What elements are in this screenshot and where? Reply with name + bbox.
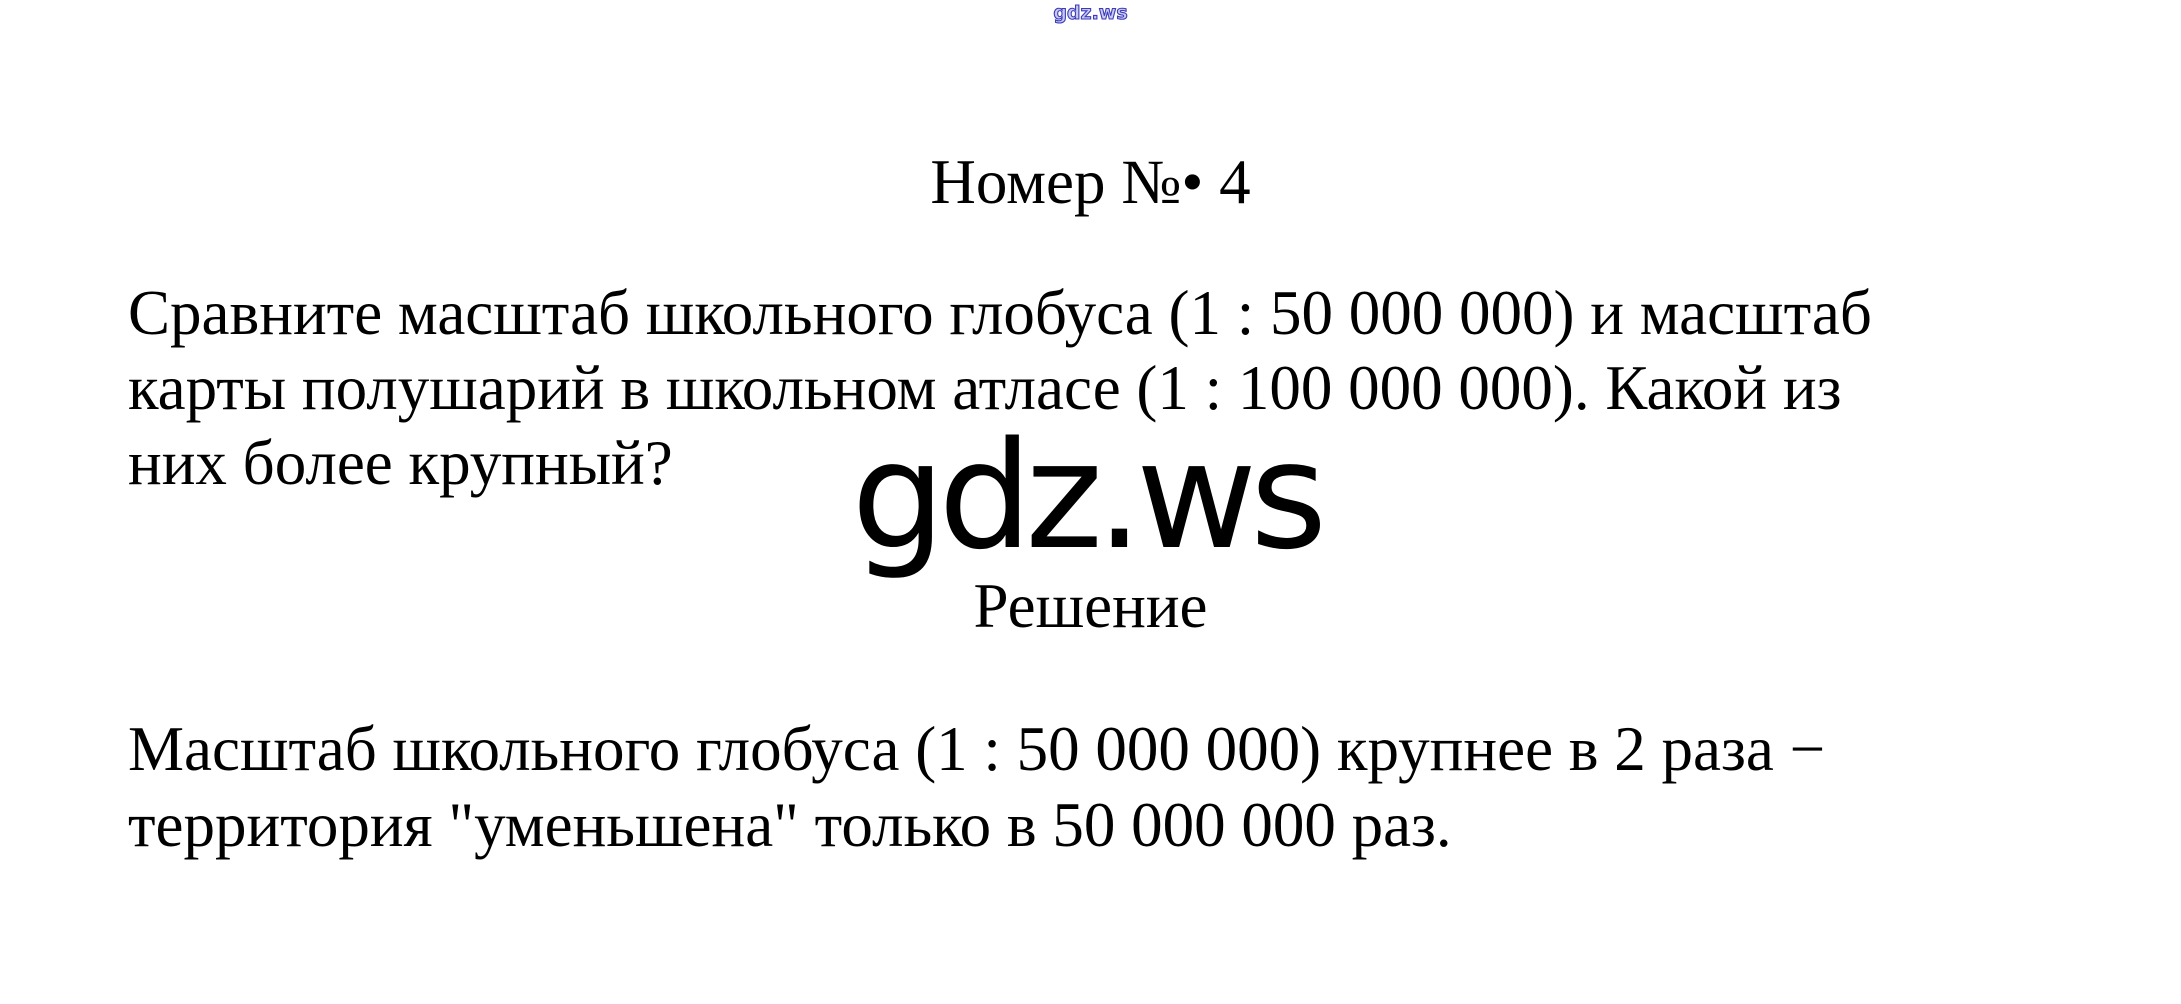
site-watermark-small: gdz.ws: [1053, 2, 1128, 24]
problem-number-title: Номер №• 4: [930, 147, 1251, 217]
question-line: карты полушарий в школьном атласе (1 : 100 000 000). Какой из: [128, 353, 1842, 423]
solution-heading: Решение: [973, 571, 1208, 641]
site-watermark-large: gdz.ws: [851, 410, 1321, 582]
question-line: них более крупный?: [128, 428, 673, 498]
solution-text: [128, 711, 2118, 863]
question-line: Сравните масштаб школьного глобуса (1 : 50 000 000) и масштаб: [128, 278, 1872, 348]
solution-line: территория "уменьшена" только в 50 000 000 раз.: [128, 790, 1452, 860]
solution-line: Масштаб школьного глобуса (1 : 50 000 000) крупнее в 2 раза −: [128, 714, 1826, 784]
